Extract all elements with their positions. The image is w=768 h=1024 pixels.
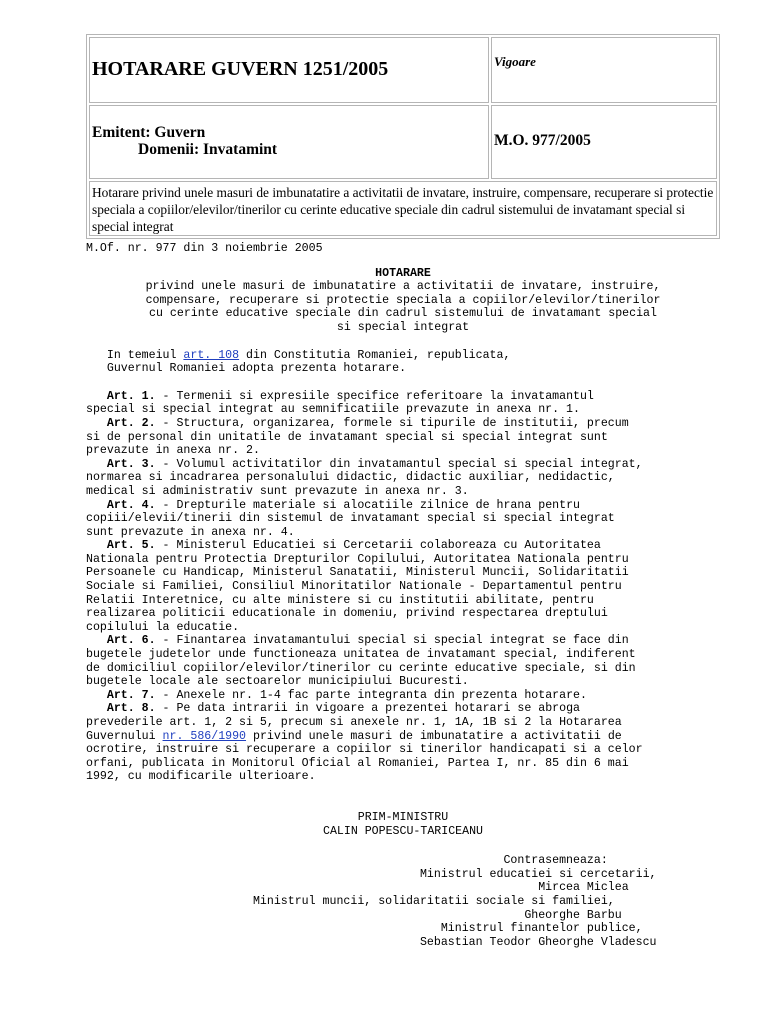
article bbox=[86, 539, 629, 634]
article-text: - Finantarea invatamantului special si special integrat se face din bugetele judetelor unde functioneaza unitatea de invatamant special, indiferent de domiciliul copiilor/elevilor/tinerilor cu cerinte educative speciale, si din bugetele locale ale sectoarelor municipiului Bucuresti. bbox=[86, 634, 636, 689]
monitor-ref: M.O. 977/2005 bbox=[491, 105, 717, 179]
document bbox=[86, 34, 720, 949]
pm-name: CALIN POPESCU-TARICEANU bbox=[322, 824, 484, 838]
article bbox=[86, 634, 636, 688]
article-label: Art. 2. bbox=[106, 416, 156, 430]
hg-586-1990-link[interactable]: nr. 586/1990 bbox=[162, 729, 247, 743]
article-label: Art. 3. bbox=[106, 457, 156, 471]
article-text: - Pe data intrarii in vigoare a prezentei hotarari se abroga prevederile art. 1, 2 si 5, precum si anexele nr. 1, 1A, 1B si 2 la Hotararea Guvernului bbox=[86, 702, 622, 743]
article-8 bbox=[86, 702, 643, 783]
signature-block bbox=[86, 811, 720, 838]
publication-line: M.Of. nr. 977 din 3 noiembrie 2005 bbox=[86, 242, 323, 255]
article-label: Art. 5. bbox=[106, 539, 156, 553]
constitution-link[interactable]: art. 108 bbox=[183, 348, 240, 362]
article-label: Art. 6. bbox=[106, 634, 156, 648]
preamble-text: In temeiul bbox=[86, 348, 184, 362]
article-label: Art. 4. bbox=[106, 498, 156, 512]
header-table bbox=[86, 34, 720, 239]
doc-heading: HOTARARE bbox=[375, 266, 431, 280]
article-text: privind unele masuri de imbunatatire a activitatii de ocrotire, instruire si recuperare a copiilor si tinerilor handicapati si a celor orfani, publicata in Monitorul Oficial al Romaniei, Partea I, nr. 85 din 6 mai 1992, cu modificarile ulterioare. bbox=[86, 729, 643, 784]
article-text: - Ministerul Educatiei si Cercetarii colaboreaza cu Autoritatea Nationala pentru Protectia Drepturilor Copilului, Autoritatea Nationala pentru Persoanele cu Handicap, Ministerul Sanatatii, Ministerul Muncii, Solidaritatii Sociale si Familiei, Consiliul Minoritatilor Nationale - Departamentul pentru Relatii Interetnice, cu alte ministere si cu institutii abilitate, pentru realizarea politicii educationale in domeniu, privind respectarea dreptului copilului la educatie. bbox=[86, 539, 629, 634]
subtitle-1: privind unele masuri de imbunatatire a activitatii de invatare, instruire, bbox=[145, 280, 661, 294]
article-label: Art. 7. bbox=[106, 688, 156, 702]
act-summary: Hotarare privind unele masuri de imbunatatire a activitatii de invatare, instruire, compensare, recuperare si protectie speciala a copiilor/elevilor/tinerilor cu cerinte educative speciale din cadrul sistemului de invatamant special si special integrat bbox=[89, 181, 717, 236]
article bbox=[86, 458, 643, 498]
emitent-cell bbox=[89, 105, 489, 179]
articles bbox=[86, 390, 720, 784]
article bbox=[86, 689, 587, 702]
title-block bbox=[86, 267, 720, 335]
domenii: Domenii: Invatamint bbox=[138, 141, 278, 158]
preamble-line2: Guvernul Romaniei adopta prezenta hotarare. bbox=[86, 362, 407, 376]
article-label: Art. 8. bbox=[106, 702, 156, 716]
countersign-block: Contrasemneaza: Ministrul educatiei si cercetarii, Mircea Miclea Ministrul muncii, solidaritatii sociale si familiei, Gheorghe Barbu Ministrul finantelor publice, Sebastian Teodor Gheorghe Vladescu bbox=[252, 854, 657, 949]
article bbox=[86, 390, 594, 417]
article-label: Art. 1. bbox=[106, 389, 156, 403]
article-text: - Volumul activitatilor din invatamantul special si special integrat, normarea si incadrarea personalului didactic, didactic auxiliar, nedidactic, medical si administrativ sunt prevazute in anexa nr. 3. bbox=[86, 457, 643, 498]
act-title: HOTARARE GUVERN 1251/2005 bbox=[89, 37, 489, 103]
article bbox=[86, 499, 615, 539]
article-text: - Termenii si expresiile specifice referitoare la invatamantul special si special integrat au semnificatiile prevazute in anexa nr. 1. bbox=[86, 389, 594, 417]
preamble bbox=[86, 349, 720, 376]
status-badge: Vigoare bbox=[491, 37, 717, 103]
subtitle-2: compensare, recuperare si protectie speciala a copiilor/elevilor/tinerilor bbox=[145, 293, 661, 307]
article-text: - Drepturile materiale si alocatiile zilnice de hrana pentru copiii/elevii/tinerii din sistemul de invatamant special si special integrat sunt prevazute in anexa nr. 4. bbox=[86, 498, 615, 539]
emitent: Emitent: Guvern bbox=[92, 124, 206, 141]
preamble-text-end: din Constitutia Romaniei, republicata, bbox=[239, 348, 511, 362]
article-text: - Anexele nr. 1-4 fac parte integranta din prezenta hotarare. bbox=[155, 688, 587, 702]
article-text: - Structura, organizarea, formele si tipurile de institutii, precum si de personal din unitatile de invatamant special si special integrat sunt prevazute in anexa nr. 2. bbox=[86, 416, 629, 458]
pm-title: PRIM-MINISTRU bbox=[357, 810, 449, 824]
article bbox=[86, 417, 629, 457]
subtitle-4: si special integrat bbox=[336, 320, 470, 334]
subtitle-3: cu cerinte educative speciale din cadrul sistemului de invatamant special bbox=[149, 307, 657, 321]
